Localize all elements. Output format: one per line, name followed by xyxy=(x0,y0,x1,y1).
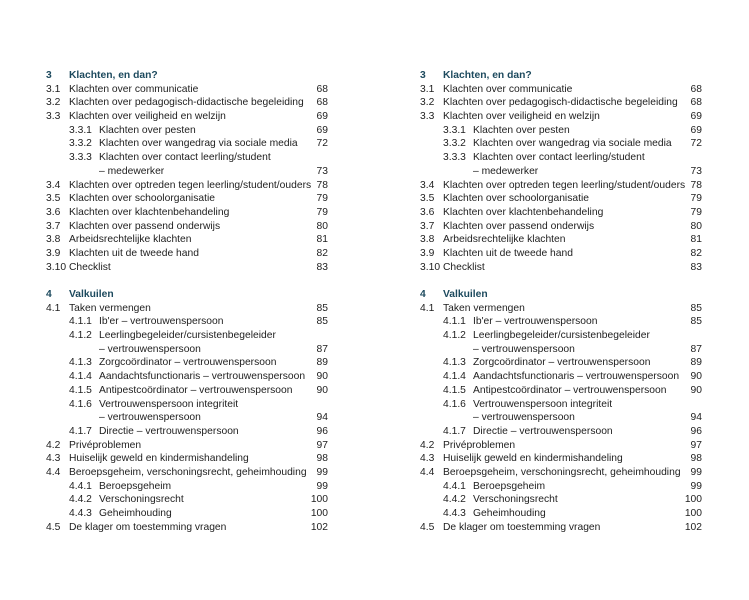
entry-title: Taken vermengen xyxy=(443,302,525,314)
entry-title: Klachten over contact leerling/student xyxy=(473,152,645,164)
entry-title: Klachten over communicatie xyxy=(443,83,573,95)
entry-number: 4.1.6 xyxy=(69,398,92,410)
entry-number: 3.7 xyxy=(46,220,61,232)
entry-number: 4.4.1 xyxy=(443,480,466,492)
toc-entry xyxy=(412,302,702,316)
entry-title: Klachten over pedagogisch-didactische begeleiding xyxy=(443,97,678,109)
entry-title: Ib'er – vertrouwenspersoon xyxy=(473,316,598,328)
toc-entry-continuation xyxy=(412,165,702,179)
entry-number: 3.3 xyxy=(46,111,61,123)
entry-number: 3.1 xyxy=(420,83,435,95)
toc-entry xyxy=(38,247,328,261)
toc-entry xyxy=(412,137,702,151)
entry-title: Klachten over wangedrag via sociale media xyxy=(473,138,672,150)
entry-number: 3.4 xyxy=(420,179,435,191)
entry-page-number: 72 xyxy=(316,138,328,150)
entry-number: 3.3.2 xyxy=(69,138,92,150)
entry-number: 4.1.7 xyxy=(69,425,92,437)
entry-number: 3.2 xyxy=(420,97,435,109)
entry-number: 4.1.7 xyxy=(443,425,466,437)
toc-entry xyxy=(38,480,328,494)
toc-entry xyxy=(38,452,328,466)
entry-title: Directie – vertrouwenspersoon xyxy=(99,425,239,437)
entry-number: 3.6 xyxy=(46,206,61,218)
chapter-title: Klachten, en dan? xyxy=(69,70,158,81)
entry-page-number: 97 xyxy=(690,439,702,451)
entry-page-number: 90 xyxy=(690,384,702,396)
entry-title: Klachten over wangedrag via sociale media xyxy=(99,138,298,150)
entry-title: Aandachtsfunctionaris – vertrouwenspersoon xyxy=(473,371,680,383)
entry-title: Klachten uit de tweede hand xyxy=(443,247,573,259)
entry-title: Leerlingbegeleider/cursistenbegeleider xyxy=(473,330,650,342)
entry-page-number: 98 xyxy=(690,453,702,465)
entry-title: Klachten over optreden tegen leerling/student/ouders xyxy=(69,179,312,191)
entry-number: 4.4 xyxy=(46,466,61,478)
entry-page-number: 90 xyxy=(690,371,702,383)
toc-entry xyxy=(412,220,702,234)
toc-entry xyxy=(38,192,328,206)
entry-title: Klachten over schoolorganisatie xyxy=(69,193,215,205)
entry-number: 3.7 xyxy=(420,220,435,232)
entry-page-number: 100 xyxy=(310,508,328,519)
toc-entry-continuation xyxy=(38,343,328,357)
entry-title: Taken vermengen xyxy=(69,302,151,314)
entry-page-number: 79 xyxy=(316,206,328,218)
entry-page-number: 94 xyxy=(690,412,702,424)
entry-number: 4.1.1 xyxy=(69,316,92,328)
entry-title: Arbeidsrechtelijke klachten xyxy=(69,234,192,246)
entry-page-number: 81 xyxy=(690,234,702,246)
toc-entry xyxy=(38,110,328,124)
chapter-number: 4 xyxy=(46,289,52,300)
entry-title: Vertrouwenspersoon integriteit xyxy=(473,398,613,410)
toc-entry xyxy=(412,370,702,384)
entry-number: 4.1.2 xyxy=(69,330,92,342)
entry-page-number: 78 xyxy=(316,179,328,191)
entry-page-number: 82 xyxy=(316,247,328,259)
entry-title: Geheimhouding xyxy=(473,508,546,519)
toc-entry xyxy=(38,315,328,329)
toc-entry xyxy=(38,493,328,507)
toc-entry xyxy=(38,439,328,453)
entry-page-number: 73 xyxy=(316,165,328,177)
entry-number: 4.1.2 xyxy=(443,330,466,342)
entry-page-number: 68 xyxy=(690,97,702,109)
entry-page-number: 68 xyxy=(690,83,702,95)
toc-entry xyxy=(412,247,702,261)
toc-entry xyxy=(412,206,702,220)
entry-title: Beroepsgeheim, verschoningsrecht, geheimhouding xyxy=(443,466,681,478)
entry-title: Vertrouwenspersoon integriteit xyxy=(99,398,239,410)
toc-page-left xyxy=(38,69,328,534)
entry-title: – vertrouwenspersoon xyxy=(473,412,575,424)
entry-page-number: 80 xyxy=(690,220,702,232)
toc-entry xyxy=(412,179,702,193)
chapter-number: 3 xyxy=(46,70,52,81)
entry-page-number: 100 xyxy=(684,494,702,506)
entry-title: Checklist xyxy=(69,261,111,273)
toc-entry xyxy=(412,439,702,453)
entry-page-number: 85 xyxy=(690,302,702,314)
entry-number: 4.1.1 xyxy=(443,316,466,328)
entry-title: Zorgcoördinator – vertrouwenspersoon xyxy=(99,357,277,369)
entry-number: 4.5 xyxy=(420,521,435,533)
entry-title: Klachten over pedagogisch-didactische begeleiding xyxy=(69,97,304,109)
toc-entry xyxy=(38,466,328,480)
entry-title: Klachten over schoolorganisatie xyxy=(443,193,589,205)
entry-page-number: 96 xyxy=(316,425,328,437)
toc-entry xyxy=(38,261,328,275)
chapter-heading xyxy=(412,288,702,302)
entry-title: Huiselijk geweld en kindermishandeling xyxy=(69,453,249,465)
entry-number: 4.4.3 xyxy=(443,508,466,519)
entry-title: Klachten uit de tweede hand xyxy=(69,247,199,259)
entry-page-number: 83 xyxy=(690,261,702,273)
toc-entry xyxy=(412,521,702,535)
entry-page-number: 97 xyxy=(316,439,328,451)
toc-entry xyxy=(38,220,328,234)
toc-entry xyxy=(38,206,328,220)
entry-number: 3.6 xyxy=(420,206,435,218)
entry-page-number: 85 xyxy=(316,302,328,314)
chapter-heading xyxy=(38,69,328,83)
entry-number: 4.1 xyxy=(46,302,61,314)
toc-entry xyxy=(38,384,328,398)
entry-number: 4.5 xyxy=(46,521,61,533)
entry-number: 4.1.4 xyxy=(69,371,92,383)
entry-title: Beroepsgeheim xyxy=(473,480,546,492)
entry-number: 4.4.1 xyxy=(69,480,92,492)
entry-number: 3.8 xyxy=(46,234,61,246)
entry-page-number: 79 xyxy=(690,193,702,205)
toc-entry xyxy=(38,96,328,110)
entry-number: 4.1.3 xyxy=(69,357,92,369)
chapter-heading xyxy=(412,69,702,83)
toc-entry-continuation xyxy=(38,411,328,425)
entry-page-number: 99 xyxy=(690,466,702,478)
entry-title: Klachten over pesten xyxy=(99,124,196,136)
entry-number: 3.10 xyxy=(46,261,67,273)
entry-number: 4.3 xyxy=(46,453,61,465)
entry-title: Privéproblemen xyxy=(69,439,142,451)
entry-number: 3.2 xyxy=(46,97,61,109)
entry-page-number: 99 xyxy=(316,480,328,492)
entry-title: Geheimhouding xyxy=(99,508,172,519)
entry-title: Privéproblemen xyxy=(443,439,516,451)
entry-number: 3.4 xyxy=(46,179,61,191)
entry-page-number: 69 xyxy=(690,111,702,123)
entry-number: 3.3.3 xyxy=(69,152,92,164)
entry-title: Checklist xyxy=(443,261,485,273)
entry-title: – medewerker xyxy=(99,165,165,177)
entry-title: – vertrouwenspersoon xyxy=(99,343,201,355)
chapter-spacer xyxy=(38,274,328,288)
entry-page-number: 85 xyxy=(316,316,328,328)
toc-entry xyxy=(38,233,328,247)
entry-title: Verschoningsrecht xyxy=(99,494,184,506)
entry-title: Klachten over passend onderwijs xyxy=(443,220,595,232)
entry-page-number: 87 xyxy=(316,343,328,355)
entry-title: Klachten over klachtenbehandeling xyxy=(443,206,604,218)
toc-entry-continuation xyxy=(412,411,702,425)
entry-page-number: 69 xyxy=(690,124,702,136)
entry-title: Klachten over veiligheid en welzijn xyxy=(69,111,226,123)
entry-page-number: 79 xyxy=(316,193,328,205)
chapter-title: Valkuilen xyxy=(443,289,488,300)
entry-number: 4.4.2 xyxy=(443,494,466,506)
toc-entry xyxy=(412,452,702,466)
toc-entry xyxy=(412,124,702,138)
entry-number: 4.3 xyxy=(420,453,435,465)
entry-page-number: 80 xyxy=(316,220,328,232)
entry-page-number: 100 xyxy=(310,494,328,506)
entry-title: De klager om toestemming vragen xyxy=(443,521,601,533)
chapter-number: 3 xyxy=(420,70,426,81)
toc-entry-continuation xyxy=(38,165,328,179)
entry-number: 3.5 xyxy=(46,193,61,205)
entry-page-number: 102 xyxy=(310,521,328,533)
entry-title: Antipestcoördinator – vertrouwenspersoon xyxy=(473,384,667,396)
entry-number: 3.9 xyxy=(46,247,61,259)
entry-page-number: 87 xyxy=(690,343,702,355)
entry-page-number: 68 xyxy=(316,83,328,95)
entry-title: Klachten over optreden tegen leerling/student/ouders xyxy=(443,179,686,191)
entry-page-number: 98 xyxy=(316,453,328,465)
entry-page-number: 72 xyxy=(690,138,702,150)
toc-entry xyxy=(412,192,702,206)
entry-number: 3.1 xyxy=(46,83,61,95)
toc-entry xyxy=(38,425,328,439)
toc-entry xyxy=(38,507,328,521)
toc-entry xyxy=(38,137,328,151)
entry-number: 3.9 xyxy=(420,247,435,259)
entry-title: Huiselijk geweld en kindermishandeling xyxy=(443,453,623,465)
entry-title: – vertrouwenspersoon xyxy=(99,412,201,424)
entry-page-number: 78 xyxy=(690,179,702,191)
toc-entry xyxy=(38,356,328,370)
entry-page-number: 100 xyxy=(684,508,702,519)
toc-entry xyxy=(412,507,702,521)
toc-page-right xyxy=(412,69,702,534)
entry-page-number: 89 xyxy=(690,357,702,369)
entry-number: 3.3.3 xyxy=(443,152,466,164)
toc-entry xyxy=(38,83,328,97)
chapter-number: 4 xyxy=(420,289,426,300)
entry-number: 3.10 xyxy=(420,261,441,273)
entry-number: 4.4.3 xyxy=(69,508,92,519)
chapter-title: Valkuilen xyxy=(69,289,114,300)
entry-title: Antipestcoördinator – vertrouwenspersoon xyxy=(99,384,293,396)
entry-number: 3.3.2 xyxy=(443,138,466,150)
entry-page-number: 69 xyxy=(316,111,328,123)
toc-entry xyxy=(412,384,702,398)
entry-title: Arbeidsrechtelijke klachten xyxy=(443,234,566,246)
entry-page-number: 83 xyxy=(316,261,328,273)
toc-entry xyxy=(412,110,702,124)
toc-entry xyxy=(412,261,702,275)
toc-entry xyxy=(412,329,702,343)
entry-page-number: 90 xyxy=(316,371,328,383)
chapter-title: Klachten, en dan? xyxy=(443,70,532,81)
entry-title: Zorgcoördinator – vertrouwenspersoon xyxy=(473,357,651,369)
entry-title: De klager om toestemming vragen xyxy=(69,521,227,533)
toc-entry xyxy=(412,96,702,110)
entry-number: 4.1.6 xyxy=(443,398,466,410)
entry-title: Ib'er – vertrouwenspersoon xyxy=(99,316,224,328)
toc-entry xyxy=(412,151,702,165)
toc-entry xyxy=(412,493,702,507)
toc-entry xyxy=(38,302,328,316)
entry-page-number: 85 xyxy=(690,316,702,328)
toc-entry xyxy=(412,398,702,412)
toc-entry xyxy=(38,521,328,535)
entry-title: Klachten over communicatie xyxy=(69,83,199,95)
entry-number: 3.8 xyxy=(420,234,435,246)
entry-page-number: 82 xyxy=(690,247,702,259)
toc-entry xyxy=(412,425,702,439)
entry-number: 4.1.5 xyxy=(69,384,92,396)
entry-title: Beroepsgeheim, verschoningsrecht, geheimhouding xyxy=(69,466,307,478)
entry-page-number: 69 xyxy=(316,124,328,136)
toc-entry xyxy=(412,233,702,247)
entry-title: – medewerker xyxy=(473,165,539,177)
entry-title: Leerlingbegeleider/cursistenbegeleider xyxy=(99,330,276,342)
entry-page-number: 81 xyxy=(316,234,328,246)
entry-number: 4.1.5 xyxy=(443,384,466,396)
toc-entry xyxy=(412,356,702,370)
entry-title: Klachten over klachtenbehandeling xyxy=(69,206,230,218)
toc-entry xyxy=(412,83,702,97)
entry-number: 3.3.1 xyxy=(443,124,466,136)
toc-entry xyxy=(38,398,328,412)
entry-number: 4.1.3 xyxy=(443,357,466,369)
entry-number: 3.3.1 xyxy=(69,124,92,136)
entry-number: 4.2 xyxy=(420,439,435,451)
entry-title: Directie – vertrouwenspersoon xyxy=(473,425,613,437)
toc-entry xyxy=(38,329,328,343)
toc-entry xyxy=(412,466,702,480)
entry-page-number: 89 xyxy=(316,357,328,369)
toc-entry xyxy=(38,179,328,193)
entry-number: 3.3 xyxy=(420,111,435,123)
entry-title: Klachten over contact leerling/student xyxy=(99,152,271,164)
toc-entry xyxy=(412,315,702,329)
entry-page-number: 73 xyxy=(690,165,702,177)
entry-page-number: 94 xyxy=(316,412,328,424)
entry-title: Klachten over veiligheid en welzijn xyxy=(443,111,600,123)
toc-entry xyxy=(38,370,328,384)
entry-page-number: 90 xyxy=(316,384,328,396)
entry-page-number: 68 xyxy=(316,97,328,109)
entry-number: 4.1 xyxy=(420,302,435,314)
entry-page-number: 99 xyxy=(690,480,702,492)
entry-title: – vertrouwenspersoon xyxy=(473,343,575,355)
entry-title: Verschoningsrecht xyxy=(473,494,558,506)
entry-title: Beroepsgeheim xyxy=(99,480,172,492)
toc-entry-continuation xyxy=(412,343,702,357)
chapter-heading xyxy=(38,288,328,302)
entry-page-number: 79 xyxy=(690,206,702,218)
entry-number: 4.4.2 xyxy=(69,494,92,506)
entry-number: 4.2 xyxy=(46,439,61,451)
toc-entry xyxy=(38,124,328,138)
entry-title: Aandachtsfunctionaris – vertrouwenspersoon xyxy=(99,371,306,383)
entry-number: 4.4 xyxy=(420,466,435,478)
entry-page-number: 102 xyxy=(684,521,702,533)
entry-page-number: 99 xyxy=(316,466,328,478)
entry-number: 4.1.4 xyxy=(443,371,466,383)
entry-title: Klachten over pesten xyxy=(473,124,570,136)
toc-entry xyxy=(38,151,328,165)
entry-title: Klachten over passend onderwijs xyxy=(69,220,221,232)
entry-number: 3.5 xyxy=(420,193,435,205)
chapter-spacer xyxy=(412,274,702,288)
entry-page-number: 96 xyxy=(690,425,702,437)
toc-entry xyxy=(412,480,702,494)
